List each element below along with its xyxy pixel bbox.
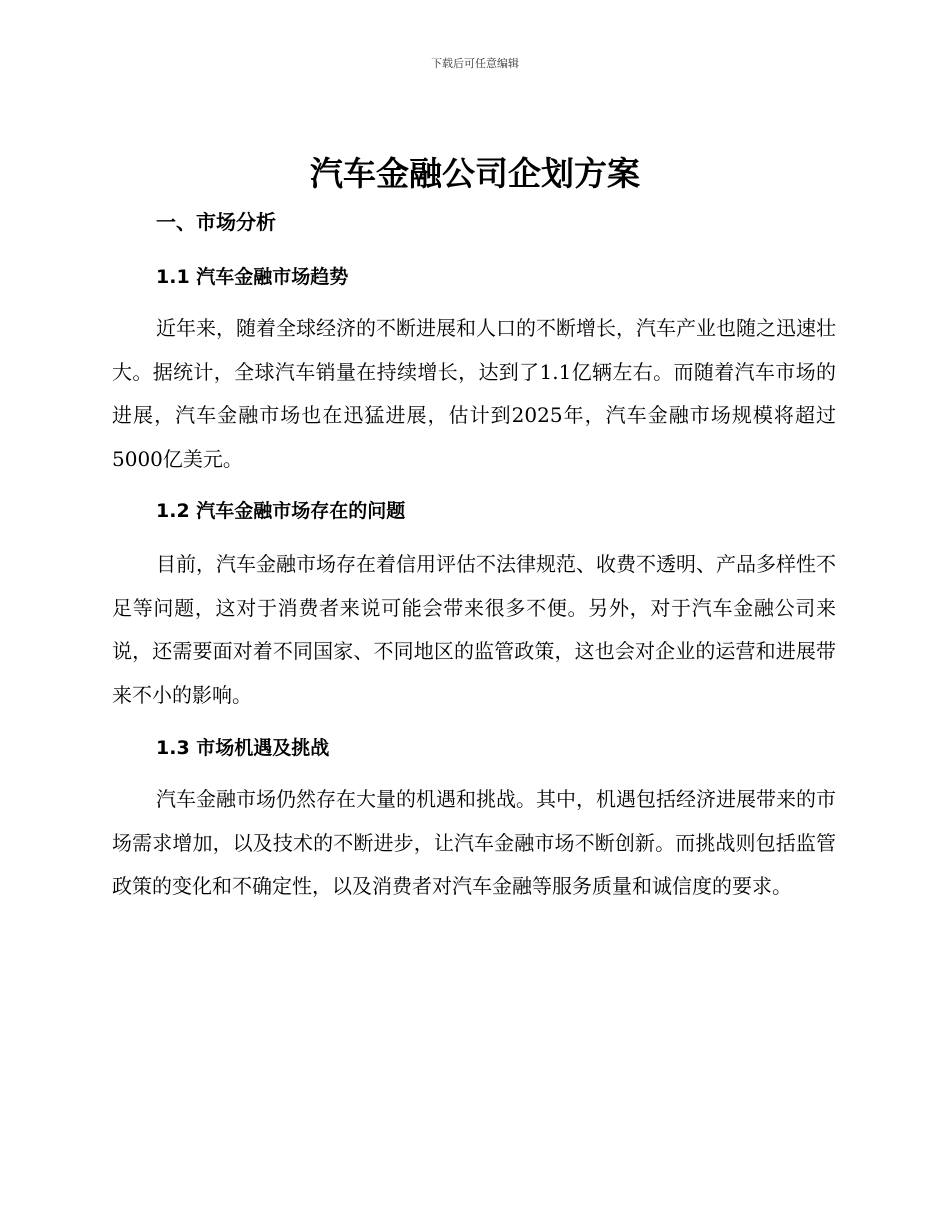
paragraph-market-trend: 近年来，随着全球经济的不断进展和人口的不断增长，汽车产业也随之迅速壮大。据统计，全球汽车销量在持续增长，达到了1.1亿辆左右。而随着汽车市场的进展，汽车金融市场也在迅猛进展，估计到2025年，汽车金融市场规模将超过5000亿美元。 (112, 316, 836, 471)
document-title: 汽车金融公司企划方案 (310, 154, 640, 193)
subsection-heading-opportunities-challenges: 1.3 市场机遇及挑战 (156, 737, 330, 759)
header-note: 下载后可任意编辑 (431, 57, 519, 70)
paragraph-market-problems: 目前，汽车金融市场存在着信用评估不法律规范、收费不透明、产品多样性不足等问题，这对于消费者来说可能会带来很多不便。另外，对于汽车金融公司来说，还需要面对着不同国家、不同地区的监管政策，这也会对企业的运营和进展带来不小的影响。 (112, 552, 836, 707)
paragraph-opportunities-challenges: 汽车金融市场仍然存在大量的机遇和挑战。其中，机遇包括经济进展带来的市场需求增加，以及技术的不断进步，让汽车金融市场不断创新。而挑战则包括监管政策的变化和不确定性，以及消费者对汽车金融等服务质量和诚信度的要求。 (112, 787, 836, 898)
subsection-heading-market-trend: 1.1 汽车金融市场趋势 (156, 266, 349, 288)
subsection-heading-market-problems: 1.2 汽车金融市场存在的问题 (156, 500, 406, 522)
section-heading-market-analysis: 一、市场分析 (156, 210, 276, 234)
